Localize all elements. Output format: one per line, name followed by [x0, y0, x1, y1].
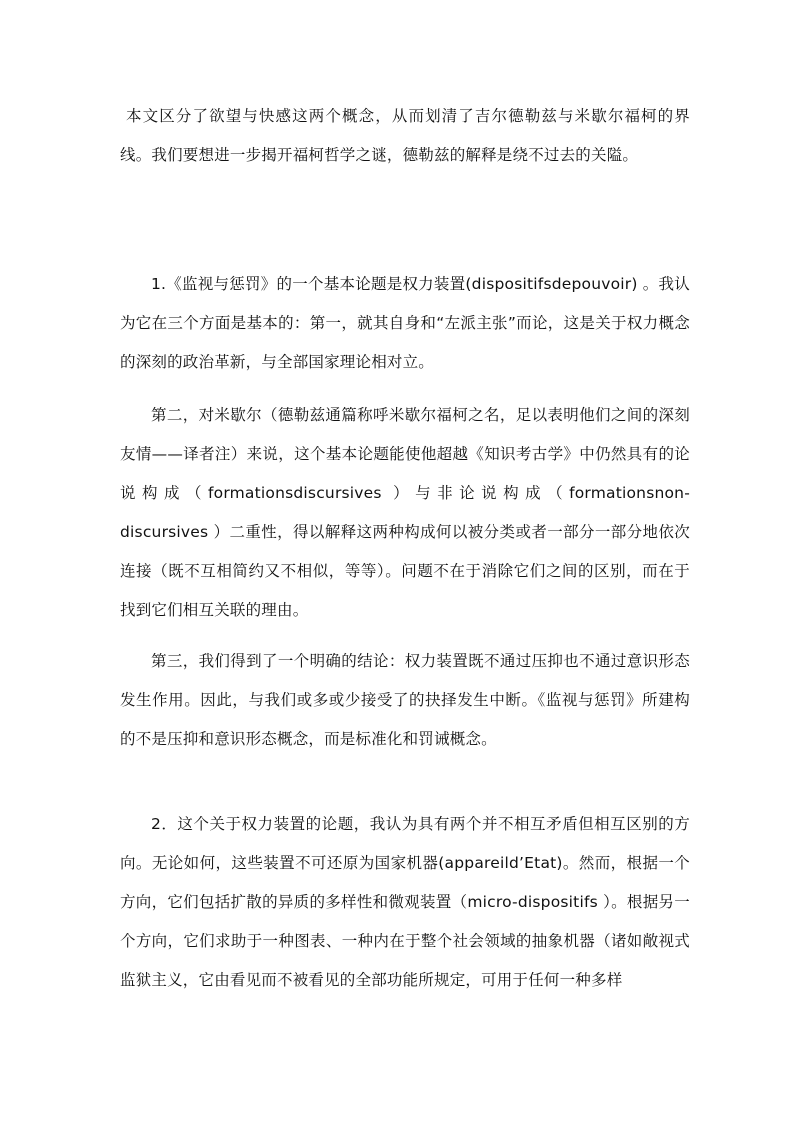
section-2-paragraph: 2．这个关于权力装置的论题，我认为具有两个并不相互矛盾但相互区别的方向。无论如何，这些装置不可还原为国家机器(appareild’Etat)。然而，根据一个方向，它们包括扩散的异质的多样性和微观装置（micro-dispositifs ）。根据另一个方向，它们求助于一种图表、一种内在于整个社会领域的抽象机器（诸如敞视式监狱主义，它由看见而不被看见的全部功能所规定，可用于任何一种多样	[120, 815, 690, 989]
abstract-paragraph: 本文区分了欲望与快感这两个概念，从而划清了吉尔德勒兹与米歇尔福柯的界线。我们要想进一步揭开福柯哲学之谜，德勒兹的解释是绕不过去的关隘。	[120, 107, 690, 164]
point-two-paragraph: 第二，对米歇尔（德勒兹通篇称呼米歇尔福柯之名，足以表明他们之间的深刻友情——译者注）来说，这个基本论题能使他超越《知识考古学》中仍然具有的论说构成（formationsdiscursives ）与非论说构成（formationsnon-discursives ）二重性，得以解释这两种构成何以被分类或者一部分一部分地依次连接（既不互相简约又不相似，等等）。问题不在于消除它们之间的区别，而在于找到它们相互关联的理由。	[120, 406, 690, 619]
point-three-paragraph: 第三，我们得到了一个明确的结论：权力装置既不通过压抑也不通过意识形态发生作用。因此，与我们或多或少接受了的抉择发生中断。《监视与惩罚》所建构的不是压抑和意识形态概念，而是标准化和罚诫概念。	[120, 652, 690, 748]
section-1-paragraph: 1.《监视与惩罚》的一个基本论题是权力装置(dispositifsdepouvoir) 。我认为它在三个方面是基本的：第一，就其自身和“左派主张”而论，这是关于权力概念的深刻的政治革新，与全部国家理论相对立。	[120, 275, 690, 371]
